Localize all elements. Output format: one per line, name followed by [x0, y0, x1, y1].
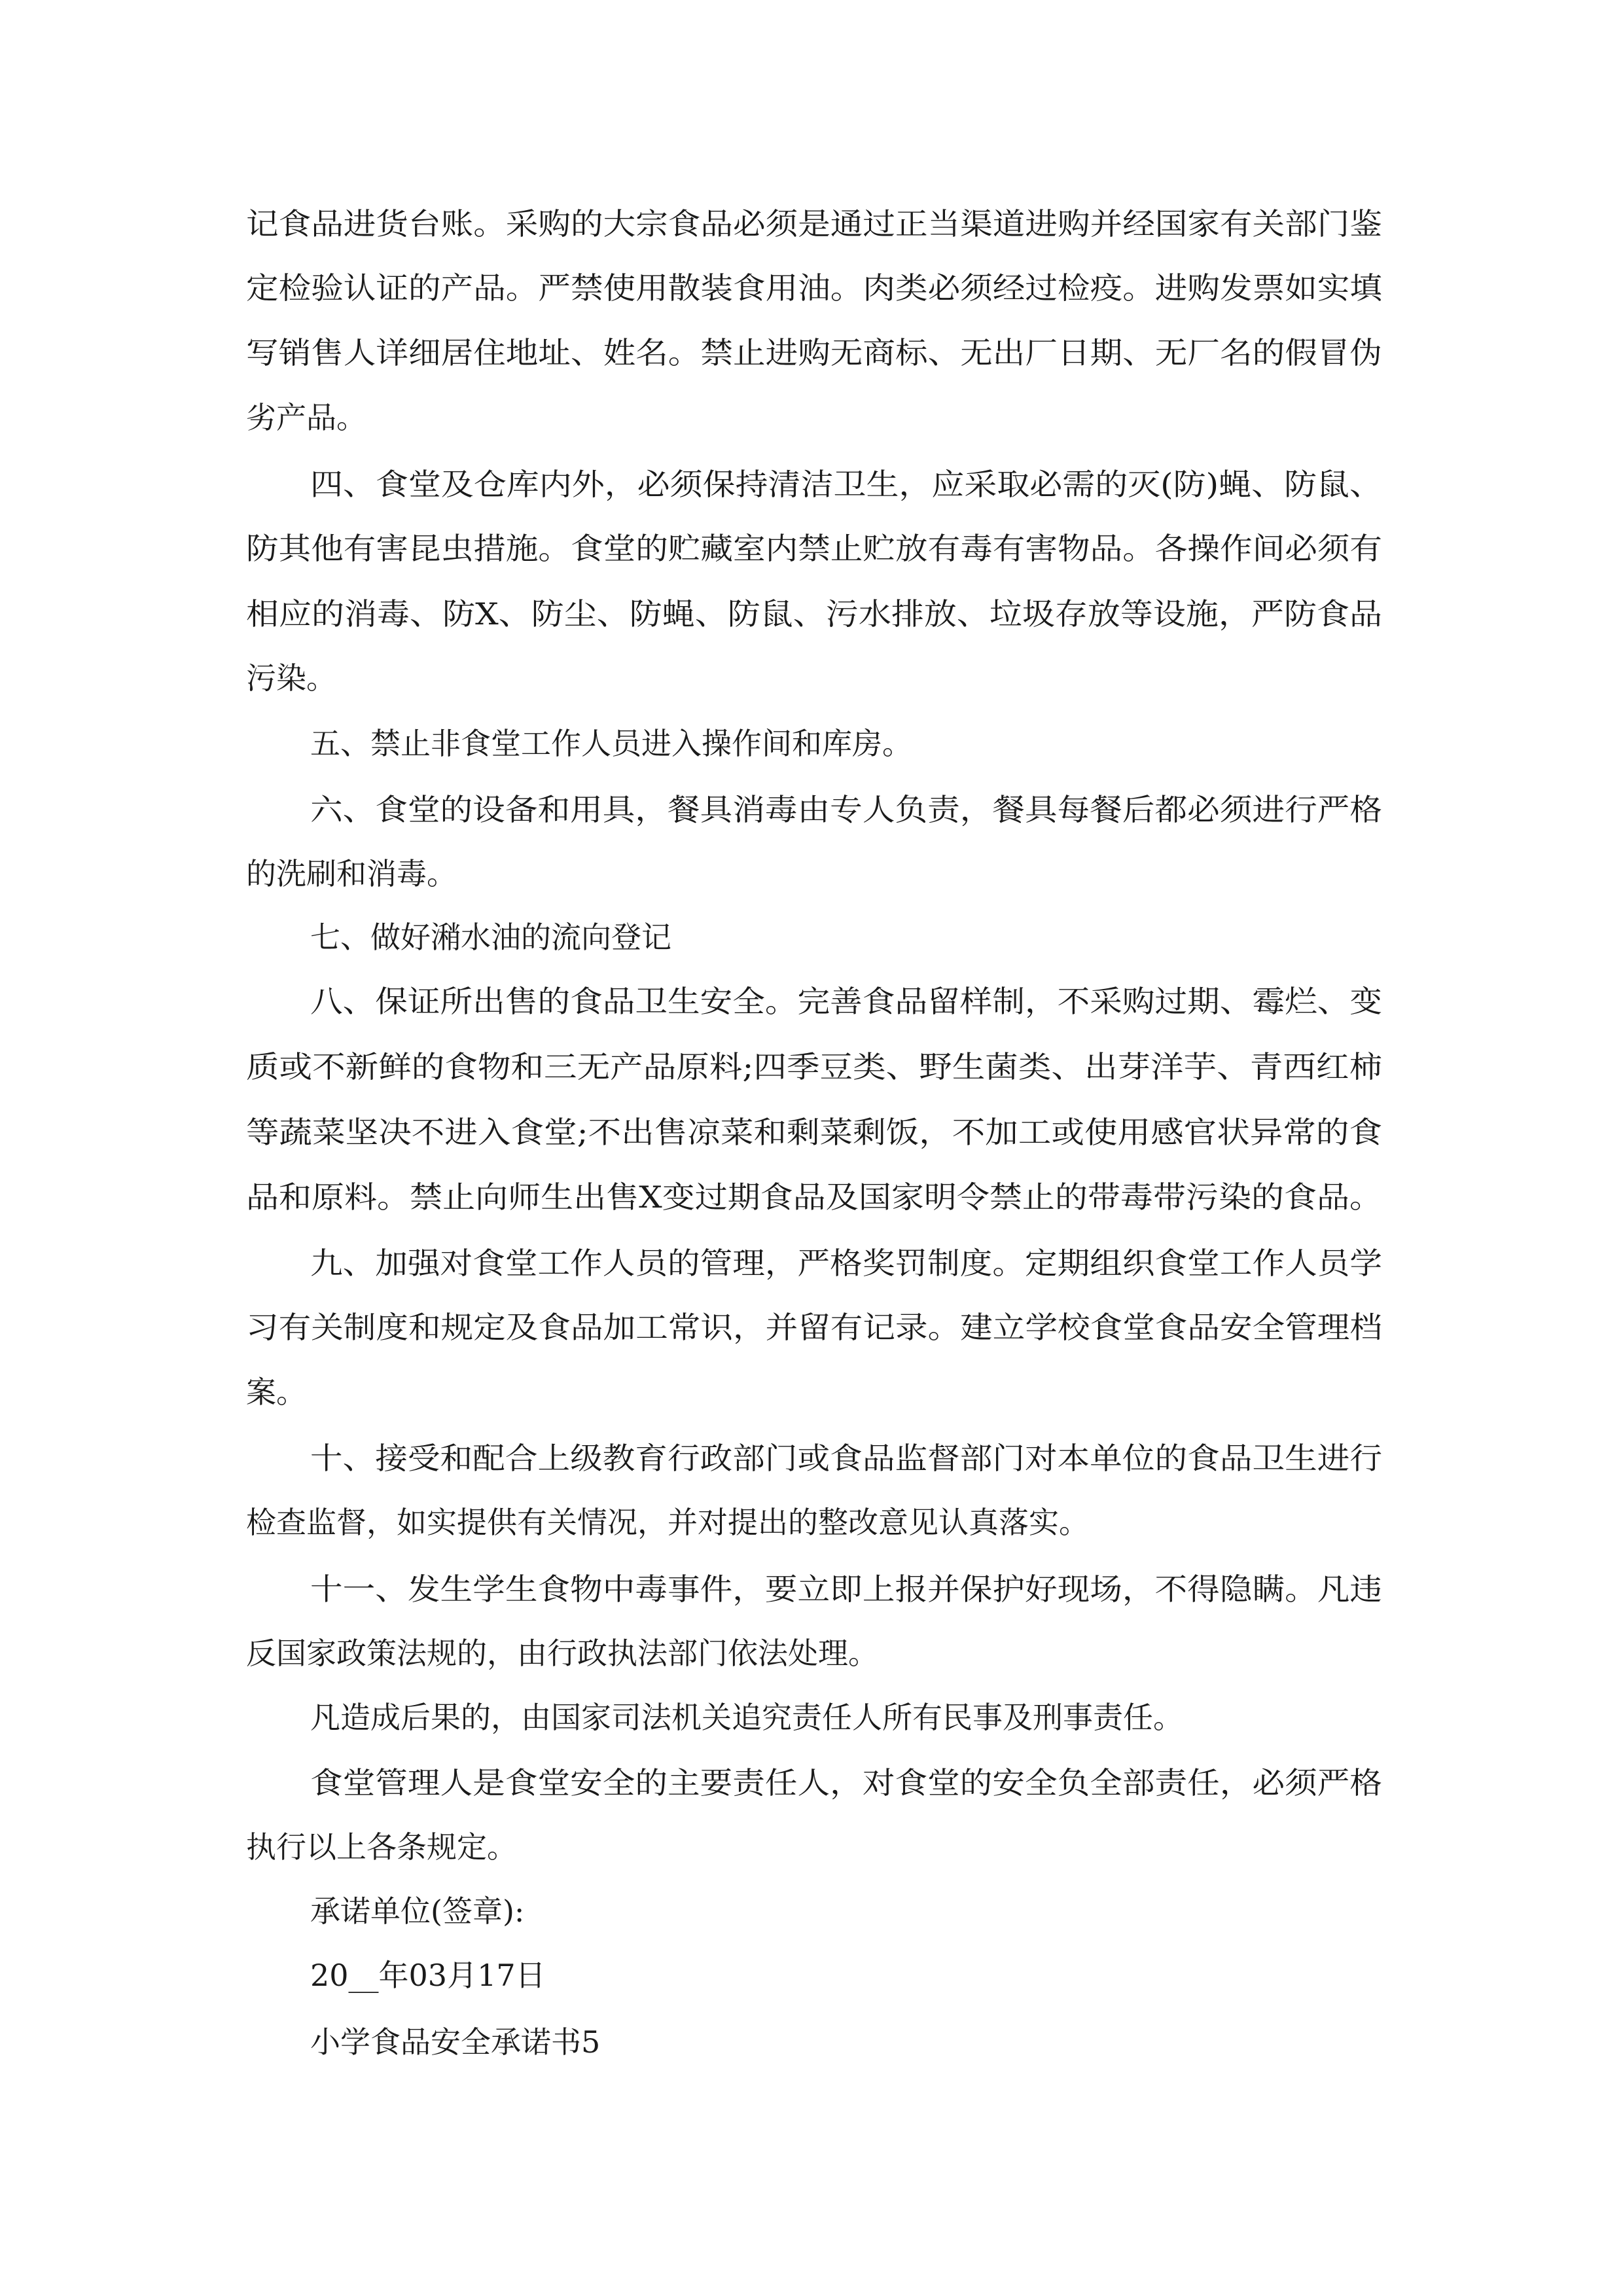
text-line: 十一、发生学生食物中毒事件，要立即上报并保护好现场，不得隐瞒。凡违: [310, 1571, 1382, 1607]
text-line: 八、保证所出售的食品卫生安全。完善食品留样制，不采购过期、霉烂、变: [310, 984, 1382, 1019]
text-line: 七、做好潲水油的流向登记: [310, 920, 671, 955]
text-line: 品和原料。禁止向师生出售X变过期食品及国家明令禁止的带毒带污染的食品。: [246, 1179, 1382, 1215]
text-line: 等蔬菜坚决不进入食堂;不出售凉菜和剩菜剩饭，不加工或使用感官状异常的食: [246, 1115, 1382, 1150]
text-line: 六、食堂的设备和用具，餐具消毒由专人负责，餐具每餐后都必须进行严格: [310, 792, 1382, 827]
text-line: 20__年03月17日: [310, 1958, 546, 1993]
text-line: 劣产品。: [246, 400, 366, 435]
text-line: 相应的消毒、防X、防尘、防蝇、防鼠、污水排放、垃圾存放等设施，严防食品: [246, 596, 1382, 632]
text-line: 污染。: [246, 660, 336, 696]
text-line: 食堂管理人是食堂安全的主要责任人，对食堂的安全负全部责任，必须严格: [310, 1765, 1382, 1801]
text-line: 质或不新鲜的食物和三无产品原料;四季豆类、野生菌类、出芽洋芋、青西红柿: [246, 1049, 1382, 1085]
text-line: 九、加强对食堂工作人员的管理，严格奖罚制度。定期组织食堂工作人员学: [310, 1246, 1382, 1281]
text-line: 执行以上各条规定。: [246, 1829, 517, 1865]
text-line: 习有关制度和规定及食品加工常识，并留有记录。建立学校食堂食品安全管理档: [246, 1310, 1382, 1345]
text-line: 写销售人详细居住地址、姓名。禁止进购无商标、无出厂日期、无厂名的假冒伪: [246, 335, 1382, 370]
text-line: 四、食堂及仓库内外，必须保持清洁卫生，应采取必需的灭(防)蝇、防鼠、: [310, 467, 1382, 502]
text-line: 检查监督，如实提供有关情况，并对提出的整改意见认真落实。: [246, 1505, 1089, 1540]
text-line: 反国家政策法规的，由行政执法部门依法处理。: [246, 1636, 878, 1671]
text-line: 记食品进货台账。采购的大宗食品必须是通过正当渠道进购并经国家有关部门鉴: [246, 206, 1382, 242]
text-line: 小学食品安全承诺书5: [310, 2024, 601, 2060]
text-line: 五、禁止非食堂工作人员进入操作间和库房。: [310, 726, 912, 761]
text-line: 承诺单位(签章):: [310, 1893, 525, 1929]
text-line: 案。: [246, 1374, 306, 1410]
text-line: 凡造成后果的，由国家司法机关追究责任人所有民事及刑事责任。: [310, 1700, 1183, 1735]
text-line: 十、接受和配合上级教育行政部门或食品监督部门对本单位的食品卫生进行: [310, 1441, 1382, 1476]
text-line: 的洗刷和消毒。: [246, 856, 457, 891]
text-line: 定检验认证的产品。严禁使用散装食用油。肉类必须经过检疫。进购发票如实填: [246, 270, 1382, 306]
text-line: 防其他有害昆虫措施。食堂的贮藏室内禁止贮放有毒有害物品。各操作间必须有: [246, 531, 1382, 566]
